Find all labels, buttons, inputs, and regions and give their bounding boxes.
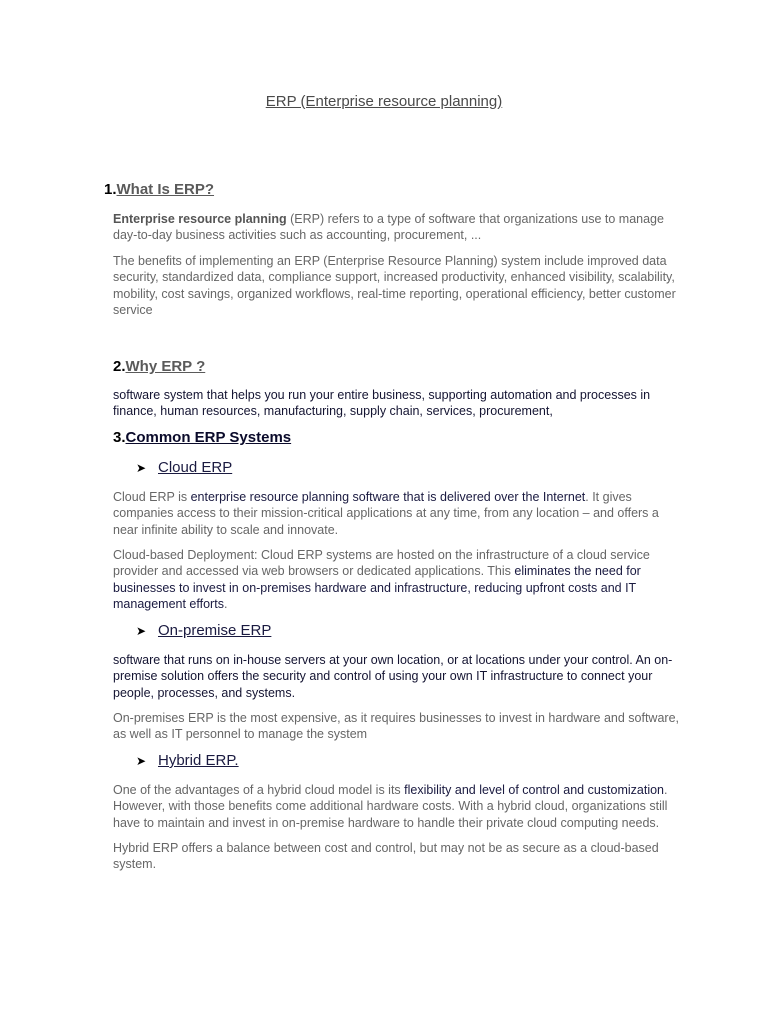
section-heading-why-erp [113, 358, 205, 375]
paragraph: One of the advantages of a hybrid cloud model is its flexibility and level of control and customization. However, with those benefits come additional hardware costs. With a hybrid cloud, organizations still have to maintain and invest in on-premise hardware to handle their private cloud computing needs. [113, 783, 668, 830]
paragraph: Enterprise resource planning (ERP) refers to a type of software that organizations use to manage day-to-day business activities such as accounting, procurement, ... [113, 212, 664, 243]
paragraph: The benefits of implementing an ERP (Enterprise Resource Planning) system include improved data security, standardized data, compliance support, increased productivity, enhanced visibility, scalability, mobility, cost savings, organized workflows, real-time reporting, operational efficiency, better customer service [113, 254, 676, 317]
section-heading-what-is-erp [104, 181, 214, 198]
subheading-label: On-premise ERP [158, 622, 272, 639]
section-title: Why ERP ? [125, 358, 206, 375]
subheading-hybrid-erp [136, 752, 239, 769]
paragraph: software that runs on in-house servers at your own location, or at locations under your control. An on-premise solution offers the security and control of using your own IT infrastructure to connect your people, processes, and systems. [113, 653, 673, 700]
highlighted-text: flexibility and level of control and customization [404, 783, 665, 797]
section-title: Common ERP Systems [125, 429, 292, 446]
section-title: What Is ERP? [116, 181, 215, 198]
section-number: 1. [104, 181, 117, 198]
subheading-label: Cloud ERP [158, 459, 233, 476]
section-number: 3. [113, 429, 126, 446]
document-title: ERP (Enterprise resource planning) [265, 93, 503, 110]
section-number: 2. [113, 358, 126, 375]
highlighted-text: enterprise resource planning software that is delivered over the Internet [190, 490, 586, 504]
subheading-on-premise-erp [136, 622, 271, 639]
paragraph: Hybrid ERP offers a balance between cost and control, but may not be as secure as a cloud-based system. [113, 841, 659, 872]
highlighted-text: eliminates the need for businesses to invest in on-premises hardware and infrastructure, reducing upfront costs and IT management efforts [113, 564, 641, 611]
paragraph: Cloud ERP is enterprise resource planning software that is delivered over the Internet. It gives companies access to their mission-critical applications at any time, from any location – and offers a near infinite ability to scale and innovate. [113, 490, 659, 537]
paragraph: On-premises ERP is the most expensive, as it requires businesses to invest in hardware and software, as well as IT personnel to manage the system [113, 711, 680, 742]
arrowhead-bullet-icon: ➤ [136, 754, 147, 768]
arrowhead-bullet-icon: ➤ [136, 461, 147, 475]
subheading-label: Hybrid ERP. [158, 752, 239, 769]
section-heading-common-erp-systems [113, 429, 291, 446]
bold-term: Enterprise resource planning [113, 212, 287, 226]
paragraph: Cloud-based Deployment: Cloud ERP systems are hosted on the infrastructure of a cloud service provider and accessed via web browsers or dedicated applications. This eliminates the need for businesses to invest in on-premises hardware and infrastructure, reducing upfront costs and IT management efforts. [113, 548, 650, 611]
arrowhead-bullet-icon: ➤ [136, 624, 147, 638]
subheading-cloud-erp [136, 459, 232, 476]
paragraph: software system that helps you run your entire business, supporting automation and processes in finance, human resources, manufacturing, supply chain, services, procurement, [113, 388, 651, 419]
